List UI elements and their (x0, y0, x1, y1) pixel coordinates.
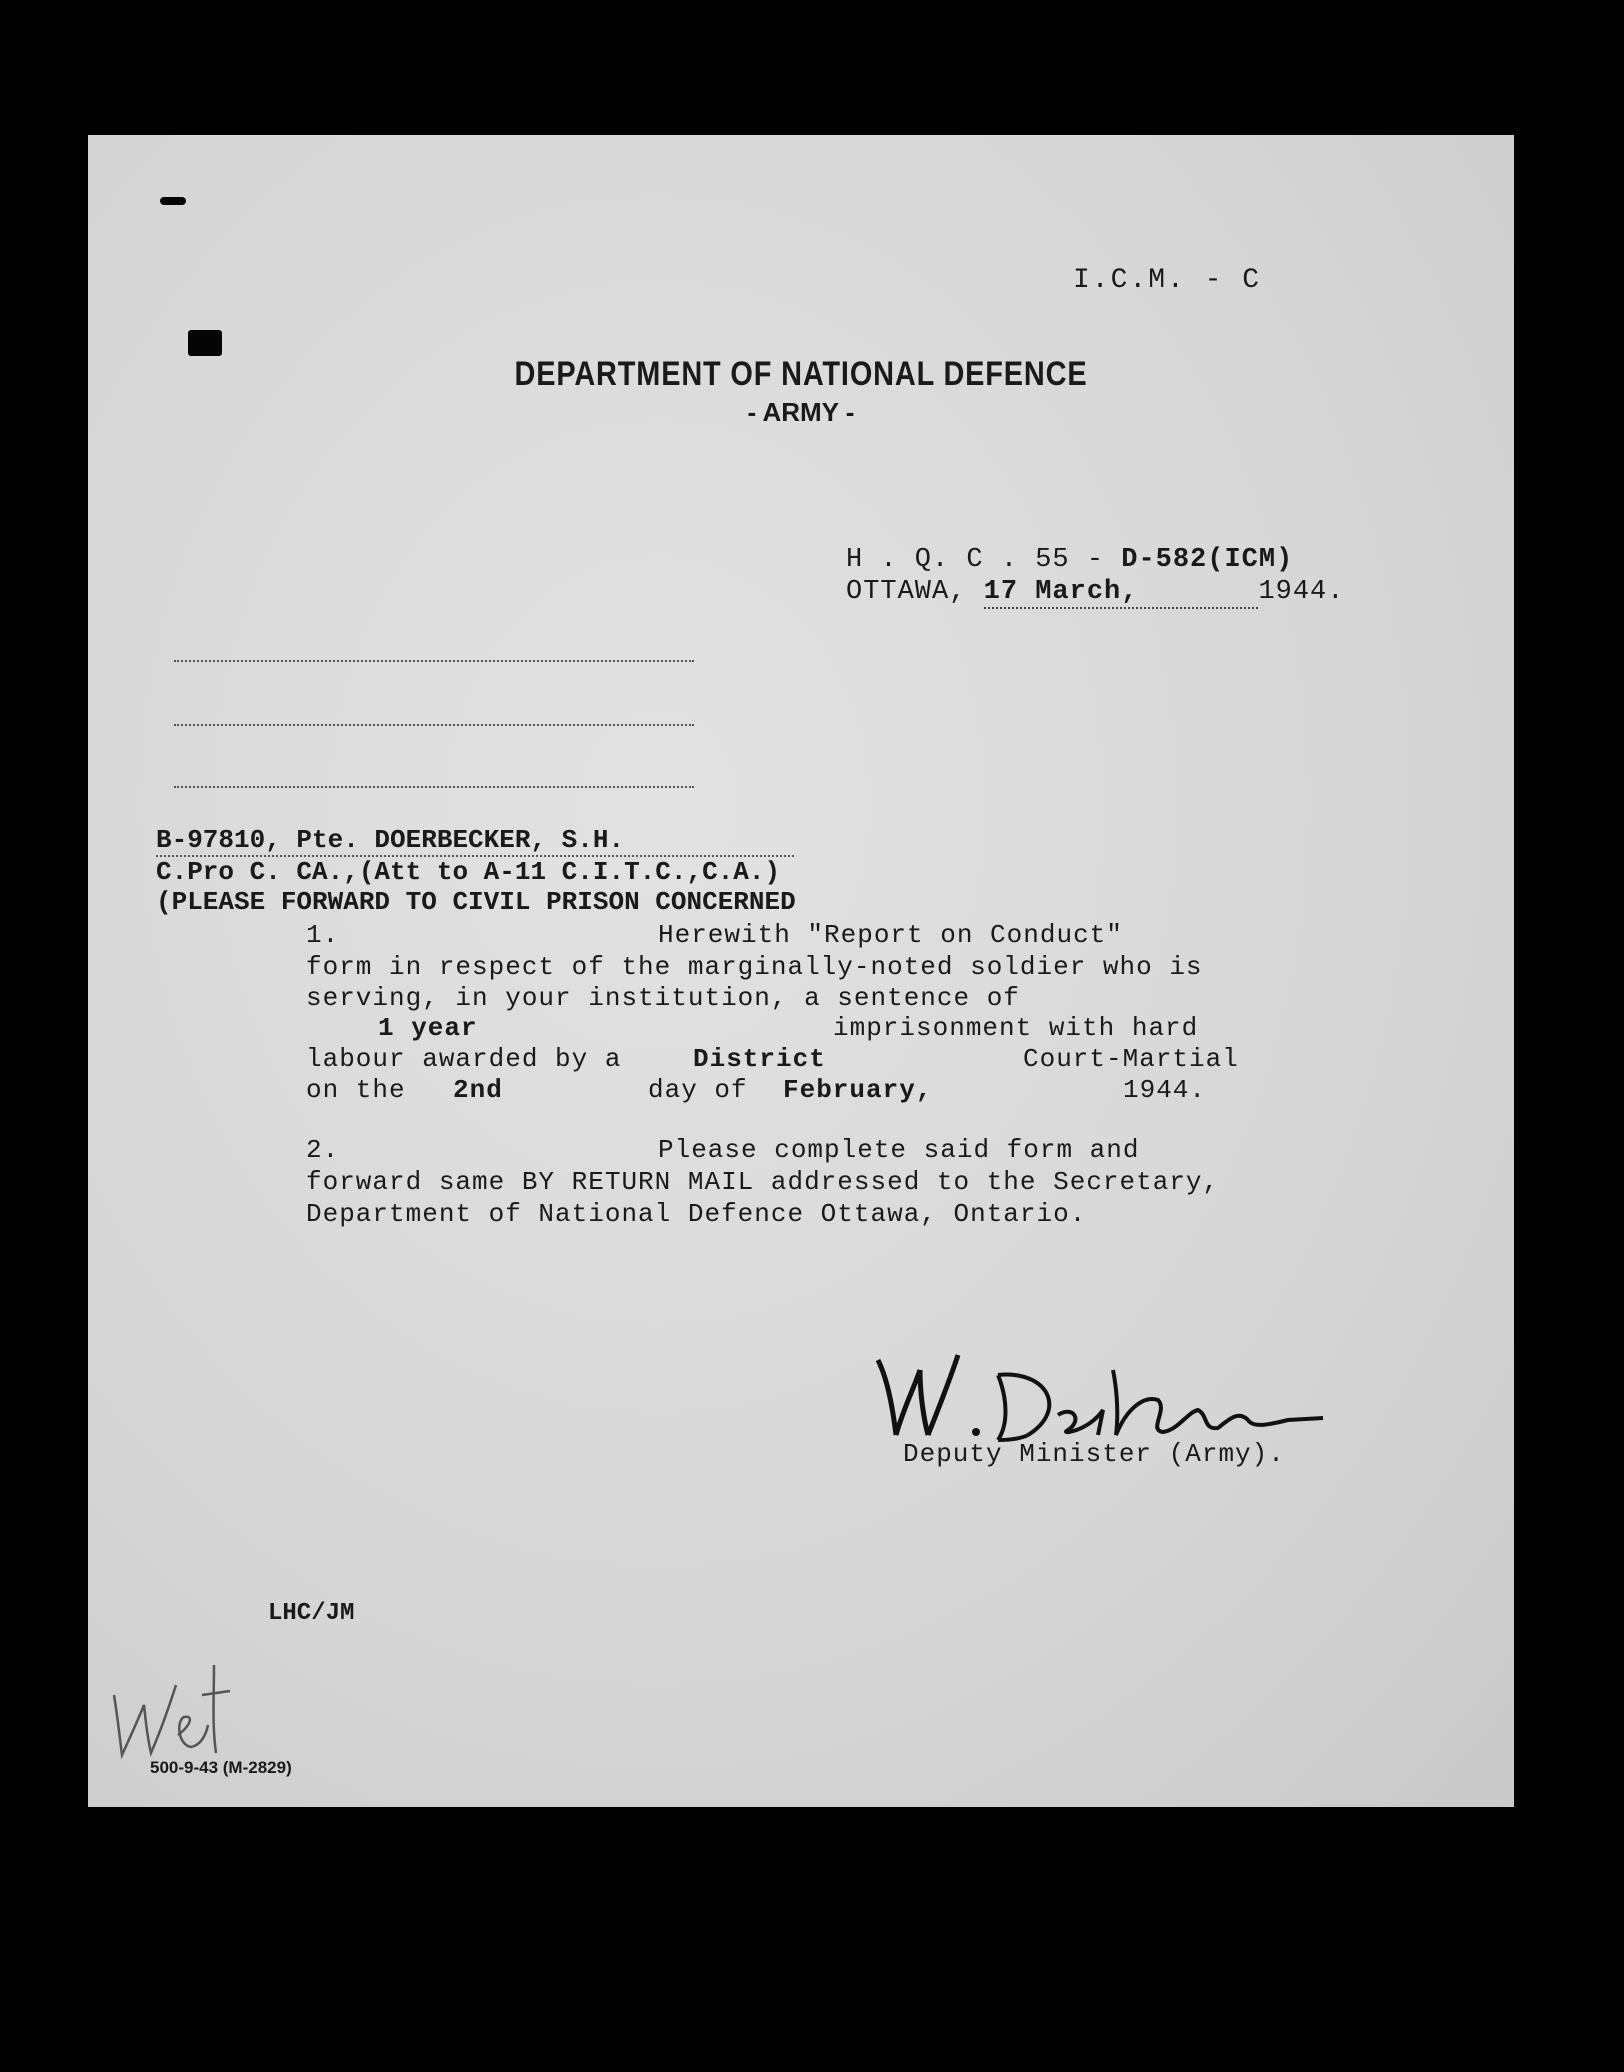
paragraph-1-line-d: imprisonment with hard (833, 1013, 1199, 1043)
paragraph-1-line-b: form in respect of the marginally-noted soldier who is (306, 952, 1203, 982)
award-day: 2nd (453, 1075, 503, 1105)
paragraph-1-line-a: Herewith "Report on Conduct" (658, 920, 1123, 950)
department-heading: DEPARTMENT OF NATIONAL DEFENCE (514, 355, 1088, 393)
typist-initials: LHC/JM (268, 1600, 355, 1627)
paragraph-2-number: 2. (306, 1135, 340, 1165)
paragraph-2-line-a: Please complete said form and (658, 1135, 1140, 1165)
paragraph-2-line-b: forward same BY RETURN MAIL addressed to the Secretary, (306, 1167, 1220, 1197)
date-line (846, 577, 1344, 607)
form-code: I.C.M. - C (1073, 265, 1262, 296)
handwritten-note (106, 1655, 236, 1765)
paragraph-2-line-c: Department of National Defence Ottawa, Ontario. (306, 1199, 1087, 1229)
day-of-label: day of (648, 1075, 748, 1105)
form-number: 500-9-43 (M-2829) (150, 1758, 292, 1777)
date-filled: 17 March, (984, 577, 1259, 609)
paragraph-1-line-f-label: on the (306, 1075, 406, 1105)
file-ref-prefix: H . Q. C . 55 - (846, 545, 1122, 575)
file-ref-suffix: D-582(ICM) (1121, 545, 1294, 575)
award-month: February, (783, 1075, 933, 1105)
blank-address-line-2 (174, 724, 694, 726)
punch-hole-mark (160, 197, 186, 205)
paragraph-1-line-e-rest: Court-Martial (1023, 1044, 1239, 1074)
date-year: 1944. (1258, 577, 1345, 607)
date-place: OTTAWA, (846, 577, 967, 607)
signature (858, 1340, 1338, 1450)
blank-address-line-1 (174, 660, 694, 662)
forwarding-instruction: (PLEASE FORWARD TO CIVIL PRISON CONCERNED (156, 887, 796, 917)
soldier-unit: C.Pro C. CA.,(Att to A-11 C.I.T.C.,C.A.) (156, 857, 781, 887)
soldier-identification: B-97810, Pte. DOERBECKER, S.H. (156, 825, 794, 857)
file-reference (846, 545, 1293, 575)
blank-address-line-3 (174, 786, 694, 788)
award-year: 1944. (1123, 1075, 1207, 1105)
signer-title: Deputy Minister (Army). (903, 1439, 1285, 1469)
punch-hole-mark (188, 330, 222, 356)
paragraph-1-number: 1. (306, 920, 340, 950)
branch-heading: - ARMY - (747, 397, 855, 427)
paragraph-1-line-e-label: labour awarded by a (306, 1044, 622, 1074)
paragraph-1-line-c: serving, in your institution, a sentence of (306, 983, 1020, 1013)
document-page (88, 135, 1514, 1807)
sentence-length: 1 year (378, 1013, 478, 1043)
court-type: District (693, 1044, 826, 1074)
